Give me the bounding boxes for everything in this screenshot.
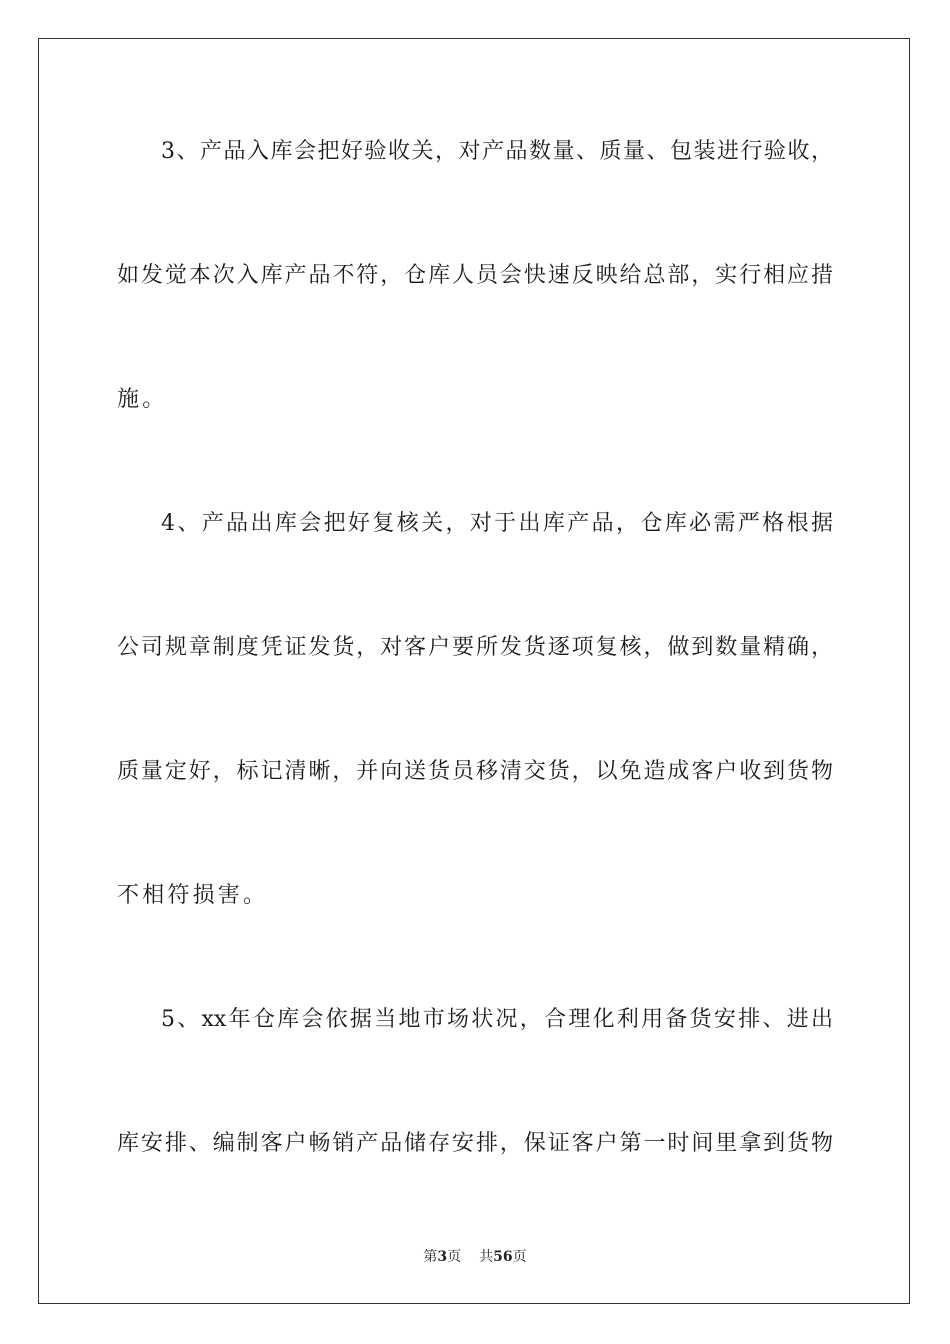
paragraph-2-line-2: 公司规章制度凭证发货，对客户要所发货逐项复核，做到数量精确， (117, 635, 833, 660)
paragraph-2-line-3: 质量定好，标记清晰，并向送货员移清交货，以免造成客户收到货物 (117, 759, 833, 784)
paragraph-3-line-2: 库安排、编制客户畅销产品储存安排，保证客户第一时间里拿到货物 (117, 1131, 833, 1156)
footer-total-suffix: 页 (512, 1249, 527, 1265)
paragraph-3-line-1: 5、xx年仓库会依据当地市场状况，合理化利用备货安排、进出 (161, 1007, 833, 1032)
paragraph-2-line-1: 4、产品出库会把好复核关，对于出库产品，仓库必需严格根据 (161, 511, 833, 536)
page-footer (0, 1248, 950, 1266)
footer-page-prefix: 第 (423, 1249, 438, 1265)
paragraph-1-line-1: 3、产品入库会把好验收关，对产品数量、质量、包装进行验收， (161, 139, 833, 164)
paragraph-2-line-4: 不相符损害。 (117, 883, 269, 908)
footer-total-pages: 56 (493, 1249, 513, 1265)
footer-page-number: 3 (437, 1249, 448, 1265)
footer-page-suffix: 页 (447, 1249, 462, 1265)
page-border (38, 38, 910, 1304)
paragraph-1-line-2: 如发觉本次入库产品不符，仓库人员会快速反映给总部，实行相应措 (117, 263, 833, 288)
paragraph-1-line-3: 施。 (117, 387, 168, 412)
footer-total-prefix: 共 (479, 1249, 494, 1265)
